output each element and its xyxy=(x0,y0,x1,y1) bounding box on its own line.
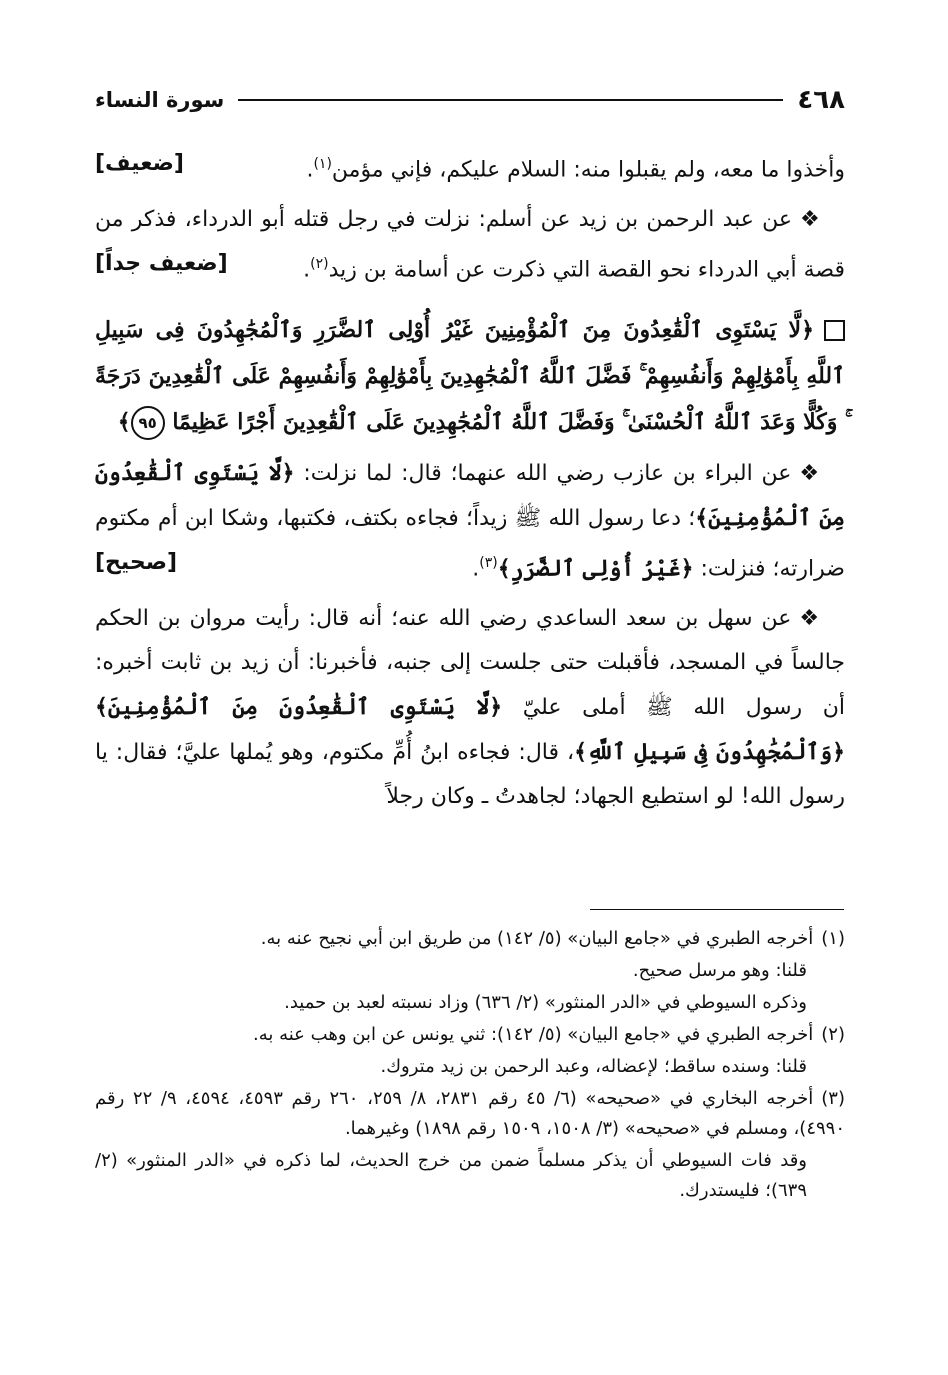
quran-quote: ﴿لَّا يَسْتَوِى ٱلْقَٰعِدُونَ مِنَ ٱلْمُؤْمِنِينَ﴾ xyxy=(95,693,503,720)
surah-title: سورة النساء xyxy=(95,88,225,112)
footnote-3 xyxy=(95,1084,845,1144)
grade-label: [ضعيف] xyxy=(95,151,184,176)
quran-verse-text: ﴿لَّا يَسْتَوِى ٱلْقَٰعِدُونَ مِنَ ٱلْمُؤْمِنِينَ غَيْرُ أُوْلِى ٱلضَّرَرِ وَٱلْمُجَٰهِدُونَ فِى سَبِيلِ ٱللَّهِ بِأَمْوَٰلِهِمْ وَأَنفُسِهِمْ ۚ فَضَّلَ ٱللَّهُ ٱلْمُجَٰهِدِينَ بِأَمْوَٰلِهِمْ وَأَنفُسِهِمْ عَلَى ٱلْقَٰعِدِينَ دَرَجَةً ۚ وَكُلًّا وَعَدَ ٱللَّهُ ٱلْحُسْنَىٰ ۚ وَفَضَّلَ ٱللَّهُ ٱلْمُجَٰهِدِينَ عَلَى ٱلْقَٰعِدِينَ أَجْرًا عَظِيمًا xyxy=(95,316,845,435)
footnote-ref-2: (٢) xyxy=(310,256,329,273)
running-header xyxy=(95,80,845,120)
paragraph-2 xyxy=(95,198,845,292)
footnote-1 xyxy=(95,924,845,954)
paragraph-4 xyxy=(95,597,845,819)
paragraph-3-text-b: ؛ دعا رسول الله ﷺ زيداً؛ فجاءه بكتف، فكتبها، وشكا ابن أم مكتوم ضرارته؛ فنزلت: xyxy=(95,505,845,581)
footnote-separator xyxy=(590,909,844,910)
footnote-ref-1: (١) xyxy=(313,156,332,172)
footnote-ref-3: (٣) xyxy=(479,554,498,571)
paragraph-4-text-b: ، قال: فجاءه ابنُ أُمِّ مكتوم، وهو يُملها عليَّ؛ فقال: يا رسول الله! لو استطيع الجهاد؛ لجاهدتُ ـ وكان رجلاً xyxy=(95,739,845,809)
footnote-number: (٢) xyxy=(821,1024,845,1045)
footnote-text: أخرجه الطبري في «جامع البيان» (٥/ ١٤٢) من طريق ابن أبي نجيح عنه به. xyxy=(260,928,814,949)
paragraph-4-text-a: عن سهل بن سعد الساعدي رضي الله عنه؛ أنه قال: رأيت مروان بن الحكم جالساً في المسجد، فأقبلت حتى جلست إلى جنبه، فأخبرنا: أن زيد بن ثابت أخبره: أن رسول الله ﷺ أملى عليّ xyxy=(95,605,846,720)
quran-verse-block xyxy=(95,307,845,445)
paragraph-1-tail: . xyxy=(306,157,314,183)
footnote-number: (٣) xyxy=(821,1088,845,1109)
footnote-2 xyxy=(95,1020,845,1050)
verse-close-bracket: ﴾ xyxy=(117,408,131,435)
footnote-text: أخرجه البخاري في «صحيحه» (٦/ ٤٥ رقم ٢٨٣١، ٨/ ٢٥٩، ٢٦٠ رقم ٤٥٩٣، ٤٥٩٤، ٩/ ٢٢ رقم ٤٩٩٠)، ومسلم في «صحيحه» (٣/ ١٥٠٨، ١٥٠٩ رقم ١٨٩٨) وغيرهما. xyxy=(95,1088,845,1139)
footnote-3-line-2: وقد فات السيوطي أن يذكر مسلماً ضمن من خرج الحديث، لما ذكره في «الدر المنثور» (٢/ ٦٣٩)؛ فليستدرك. xyxy=(95,1150,807,1201)
paragraph-2-text: عن عبد الرحمن بن زيد عن أسلم: نزلت في رجل قتله أبو الدرداء، فذكر من قصة أبي الدرداء نحو القصة التي ذكرت عن أسامة بن زيد xyxy=(95,207,845,283)
footnote-number: (١) xyxy=(821,928,845,949)
footnotes xyxy=(95,924,845,1208)
square-marker-icon xyxy=(824,320,845,341)
paragraph-2-tail: . xyxy=(303,257,311,283)
quran-quote: ﴿غَيْرُ أُوْلِى ٱلضَّرَرِ﴾ xyxy=(497,554,694,581)
bullet-icon: ❖ xyxy=(799,460,821,486)
footnote-2-line-2: قلنا: وسنده ساقط؛ لإعضاله، وعبد الرحمن بن زيد متروك. xyxy=(380,1056,807,1077)
paragraph-1-text: وأخذوا ما معه، ولم يقبلوا منه: السلام عليكم، فإني مؤمن xyxy=(331,157,845,183)
quran-quote: ﴿وَٱلْمُجَٰهِدُونَ فِى سَبِيلِ ٱللَّهِ﴾ xyxy=(574,738,846,765)
paragraph-3 xyxy=(95,451,845,591)
quran-quote: ﴿لَّا يَسْتَوِى ٱلْقَٰعِدُونَ مِنَ ٱلْمُؤْمِنِينَ﴾ xyxy=(95,459,845,531)
footnote-1-line-2: قلنا: وهو مرسل صحيح. xyxy=(632,960,807,981)
bullet-icon: ❖ xyxy=(800,207,821,233)
grade-label: [صحيح] xyxy=(95,549,178,575)
paragraph-3-tail: . xyxy=(472,555,480,581)
paragraph-1 xyxy=(95,142,845,192)
main-text xyxy=(95,142,845,819)
paragraph-3-text-a: عن البراء بن عازب رضي الله عنهما؛ قال: لما نزلت: xyxy=(303,460,792,486)
page-content xyxy=(95,80,845,825)
footnote-1-line-3: وذكره السيوطي في «الدر المنثور» (٢/ ٦٣٦) وزاد نسبته لعبد بن حميد. xyxy=(284,992,807,1013)
bullet-icon: ❖ xyxy=(799,605,821,631)
header-rule xyxy=(238,99,783,101)
footnote-text: أخرجه الطبري في «جامع البيان» (٥/ ١٤٢): ثني يونس عن ابن وهب عنه به. xyxy=(253,1024,814,1045)
page-number: ٤٦٨ xyxy=(797,85,845,115)
ayah-number: ٩٥ xyxy=(131,406,165,440)
grade-label: [ضعيف جداً] xyxy=(95,251,228,277)
